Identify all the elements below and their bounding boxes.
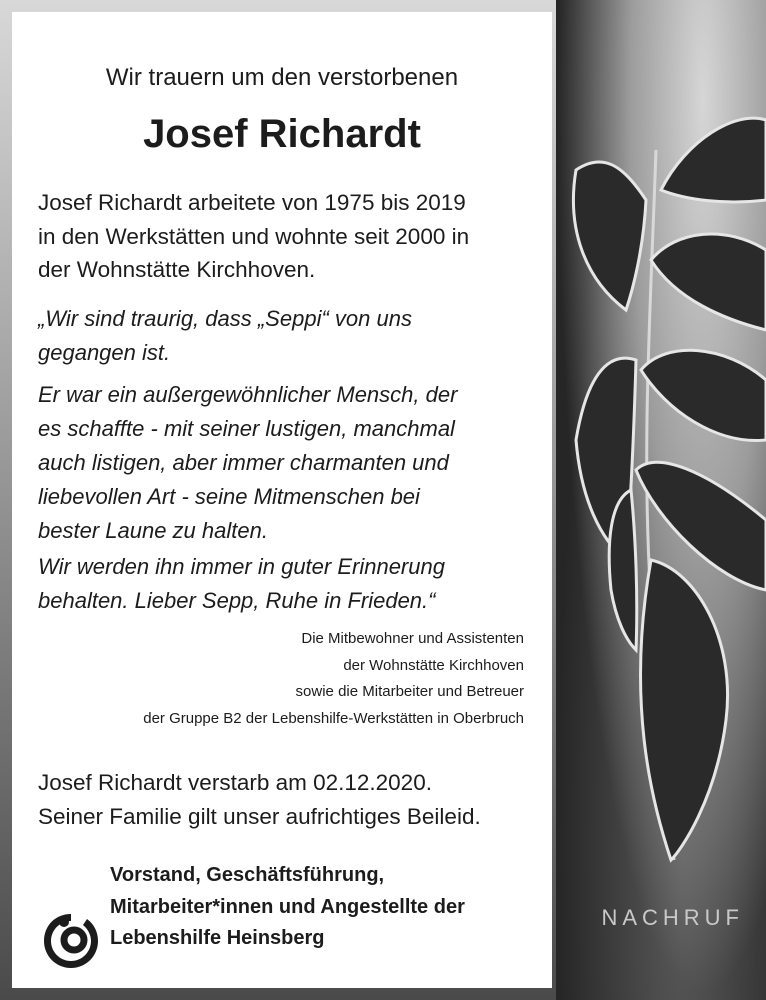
obituary-panel	[12, 12, 552, 988]
signatory-line: Die Mitbewohner und Assistenten	[301, 630, 524, 647]
biography-line: in den Werkstätten und wohnte seit 2000 in	[38, 223, 470, 249]
organization-line: Vorstand, Geschäftsführung,	[110, 864, 385, 886]
death-notice	[38, 766, 481, 834]
organization	[110, 860, 465, 955]
biography-line: der Wohnstätte Kirchhoven.	[38, 257, 316, 282]
quote-paragraph-2	[38, 378, 548, 548]
signatory-line: der Wohnstätte Kirchhoven	[343, 656, 524, 674]
organization-name: Lebenshilfe Heinsberg	[110, 927, 325, 949]
signatory-line: der Gruppe B2 der Lebenshilfe-Werkstätten in Oberbruch	[143, 709, 524, 727]
lebenshilfe-logo-icon	[40, 910, 102, 972]
biography	[38, 186, 538, 287]
quote-line: „Wir sind traurig, dass „Seppi“ von uns	[38, 306, 412, 331]
quote-paragraph-1	[38, 302, 548, 370]
biography-line: Josef Richardt arbeitete von 1975 bis 2019	[38, 190, 466, 215]
quote-paragraph-3	[38, 550, 548, 618]
frosted-leaves-image	[556, 0, 766, 1000]
intro-line: Wir trauern um den verstorbenen	[105, 64, 459, 91]
quote-line: Er war ein außergewöhnlicher Mensch, der	[38, 382, 458, 407]
quote-line: bester Laune zu halten.	[38, 518, 268, 543]
quote-line: Wir werden ihn immer in guter Erinnerung	[38, 554, 445, 579]
quote-line: auch listigen, aber immer charmanten und	[38, 450, 449, 475]
deceased-name: Josef Richardt	[143, 112, 421, 156]
signatories	[143, 626, 524, 732]
quote-line: liebevollen Art - seine Mitmenschen bei	[38, 484, 420, 509]
death-notice-line: Josef Richardt verstarb am 02.12.2020.	[38, 770, 432, 795]
quote-line: behalten. Lieber Sepp, Ruhe in Frieden.“	[38, 588, 436, 613]
organization-line: Mitarbeiter*innen und Angestellte der	[110, 895, 465, 918]
signatory-line: sowie die Mitarbeiter und Betreuer	[295, 683, 524, 700]
death-notice-line: Seiner Familie gilt unser aufrichtiges Beileid.	[38, 804, 481, 829]
quote-line: es schaffte - mit seiner lustigen, manchmal	[38, 416, 455, 441]
side-label: NACHRUF	[601, 905, 744, 930]
quote-line: gegangen ist.	[38, 340, 171, 365]
